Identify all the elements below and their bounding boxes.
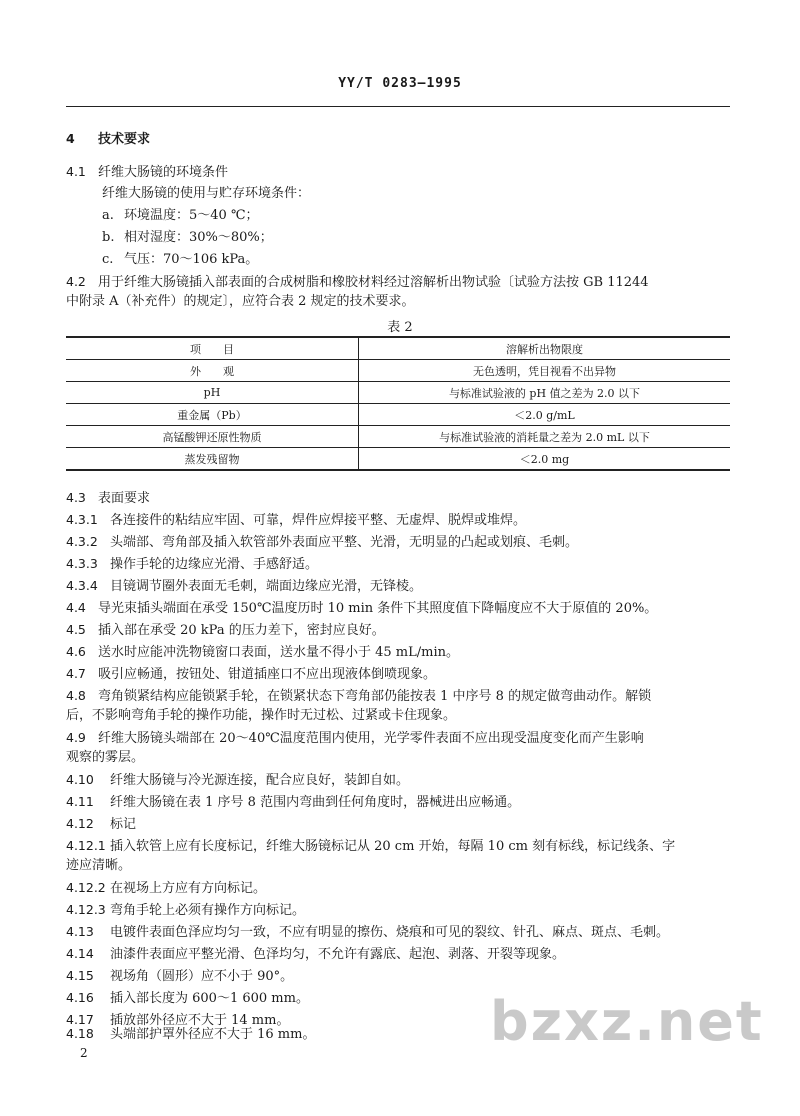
clause-4-3-1 bbox=[66, 512, 730, 529]
clause-4-1-intro: 纤维大肠镜的使用与贮存环境条件： bbox=[102, 186, 311, 201]
clause-4-8 bbox=[66, 688, 730, 705]
clause-number: 4.8 bbox=[66, 688, 86, 703]
clause-text: 弯角手轮上必须有操作方向标记。 bbox=[110, 903, 306, 918]
table-cell: 高锰酸钾还原性物质 bbox=[66, 426, 359, 448]
clause-4-3 bbox=[66, 490, 730, 507]
clause-text: 插放部外径应不大于 14 mm。 bbox=[110, 1013, 290, 1028]
watermark: bzxz.net bbox=[490, 990, 764, 1053]
clause-number: 4.12 bbox=[66, 816, 94, 831]
clause-4-12 bbox=[66, 816, 730, 833]
table-row bbox=[66, 426, 730, 448]
section-number: 4 bbox=[66, 131, 75, 146]
list-text: 相对湿度：30%～80%； bbox=[124, 230, 273, 245]
clause-number: 4.12.1 bbox=[66, 838, 106, 853]
table-header-row bbox=[66, 337, 730, 360]
clause-4-2 bbox=[66, 274, 730, 291]
table-cell: 与标准试验液的 pH 值之差为 2.0 以下 bbox=[359, 382, 731, 404]
clause-4-9-continued: 观察的雾层。 bbox=[66, 750, 145, 765]
header-rule bbox=[66, 106, 730, 107]
list-item bbox=[66, 230, 766, 246]
table-header-cell: 项 目 bbox=[66, 337, 359, 360]
clause-text: 纤维大肠镜头端部在 20～40℃温度范围内使用，光学零件表面不应出现受温度变化而产生影响 bbox=[98, 731, 644, 746]
table-header-cell: 溶解析出物限度 bbox=[359, 337, 731, 360]
clause-number: 4.12.2 bbox=[66, 880, 106, 895]
clause-number: 4.2 bbox=[66, 274, 86, 289]
table-cell: 蒸发残留物 bbox=[66, 448, 359, 471]
clause-number: 4.6 bbox=[66, 644, 86, 659]
clause-number: 4.3.2 bbox=[66, 534, 98, 549]
list-item bbox=[66, 208, 766, 224]
clause-number: 4.7 bbox=[66, 666, 86, 681]
clause-number: 4.1 bbox=[66, 164, 86, 179]
table-cell: pH bbox=[66, 382, 359, 404]
table-2 bbox=[66, 336, 730, 471]
clause-text: 各连接件的粘结应牢固、可靠，焊件应焊接平整、无虚焊、脱焊或堆焊。 bbox=[110, 513, 527, 528]
table-row bbox=[66, 360, 730, 382]
clause-text: 操作手轮的边缘应光滑、手感舒适。 bbox=[110, 557, 319, 572]
clause-number: 4.12.3 bbox=[66, 902, 106, 917]
clause-text: 电镀件表面色泽应均匀一致，不应有明显的擦伤、烧痕和可见的裂纹、针孔、麻点、斑点、毛刺。 bbox=[110, 925, 670, 940]
clause-text: 头端部护罩外径应不大于 16 mm。 bbox=[110, 1027, 316, 1042]
clause-4-1 bbox=[66, 164, 730, 181]
section-4-heading bbox=[66, 131, 730, 148]
table-cell: 无色透明，凭目视看不出异物 bbox=[359, 360, 731, 382]
clause-4-14 bbox=[66, 946, 730, 963]
list-item bbox=[66, 252, 766, 268]
clause-title: 标记 bbox=[110, 817, 137, 832]
clause-text: 弯角锁紧结构应能锁紧手轮，在锁紧状态下弯角部仍能按表 1 中序号 8 的规定做弯曲动作。解锁 bbox=[98, 689, 652, 704]
clause-text: 用于纤维大肠镜插入部表面的合成树脂和橡胶材料经过溶解析出物试验〔试验方法按 GB 11244 bbox=[98, 275, 649, 290]
table-cell: 重金属（Pb） bbox=[66, 404, 359, 426]
clause-text: 插入软管上应有长度标记，纤维大肠镜标记从 20 cm 开始，每隔 10 cm 刻有标线，标记线条、字 bbox=[110, 839, 676, 854]
clause-4-12-1 bbox=[66, 838, 730, 855]
clause-4-7 bbox=[66, 666, 730, 683]
clause-text: 油漆件表面应平整光滑、色泽均匀，不允许有露底、起泡、剥落、开裂等现象。 bbox=[110, 947, 566, 962]
clause-number: 4.3.4 bbox=[66, 578, 98, 593]
clause-number: 4.17 bbox=[66, 1012, 94, 1027]
clause-number: 4.4 bbox=[66, 600, 86, 615]
clause-number: 4.10 bbox=[66, 772, 94, 787]
table-cell: ＜2.0 mg bbox=[359, 448, 731, 471]
clause-4-11 bbox=[66, 794, 730, 811]
table-caption: 表 2 bbox=[387, 320, 413, 335]
clause-4-5 bbox=[66, 622, 730, 639]
table-cell: 与标准试验液的消耗量之差为 2.0 mL 以下 bbox=[359, 426, 731, 448]
clause-4-10 bbox=[66, 772, 730, 789]
clause-text: 纤维大肠镜在表 1 序号 8 范围内弯曲到任何角度时，器械进出应畅通。 bbox=[110, 795, 521, 810]
clause-text: 纤维大肠镜与冷光源连接，配合应良好，装卸自如。 bbox=[110, 773, 410, 788]
clause-number: 4.5 bbox=[66, 622, 86, 637]
clause-text: 送水时应能冲洗物镜窗口表面，送水量不得小于 45 mL/min。 bbox=[98, 645, 460, 660]
list-bullet: b. bbox=[102, 230, 115, 245]
clause-4-13 bbox=[66, 924, 730, 941]
clause-number: 4.11 bbox=[66, 794, 94, 809]
clause-text: 插入部长度为 600～1 600 mm。 bbox=[110, 991, 309, 1006]
clause-number: 4.15 bbox=[66, 968, 94, 983]
table-cell: 外 观 bbox=[66, 360, 359, 382]
clause-number: 4.9 bbox=[66, 730, 86, 745]
list-text: 气压：70～106 kPa。 bbox=[124, 252, 259, 267]
list-text: 环境温度：5～40 ℃； bbox=[124, 208, 259, 223]
clause-4-4 bbox=[66, 600, 730, 617]
clause-4-2-continued: 中附录 A（补充件）的规定〕，应符合表 2 规定的技术要求。 bbox=[66, 294, 415, 309]
section-title: 技术要求 bbox=[98, 132, 151, 147]
page-number: 2 bbox=[80, 1046, 88, 1060]
clause-number: 4.14 bbox=[66, 946, 94, 961]
clause-number: 4.18 bbox=[66, 1026, 94, 1041]
table-row bbox=[66, 382, 730, 404]
clause-4-3-2 bbox=[66, 534, 730, 551]
clause-text: 视场角（圆形）应不小于 90°。 bbox=[110, 969, 294, 984]
table-row bbox=[66, 448, 730, 471]
list-bullet: c. bbox=[102, 252, 114, 267]
clause-number: 4.3 bbox=[66, 490, 86, 505]
clause-title: 表面要求 bbox=[98, 491, 151, 506]
clause-text: 吸引应畅通，按钮处、钳道插座口不应出现液体倒喷现象。 bbox=[98, 667, 437, 682]
clause-text: 目镜调节圈外表面无毛刺，端面边缘应光滑，无锋棱。 bbox=[110, 579, 423, 594]
clause-4-8-continued: 后，不影响弯角手轮的操作功能，操作时无过松、过紧或卡住现象。 bbox=[66, 708, 457, 723]
clause-text: 插入部在承受 20 kPa 的压力差下，密封应良好。 bbox=[98, 623, 385, 638]
list-bullet: a. bbox=[102, 208, 114, 223]
clause-4-12-3 bbox=[66, 902, 730, 919]
clause-number: 4.16 bbox=[66, 990, 94, 1005]
clause-number: 4.13 bbox=[66, 924, 94, 939]
clause-4-12-1-continued: 迹应清晰。 bbox=[66, 858, 132, 873]
clause-4-12-2 bbox=[66, 880, 730, 897]
clause-text: 在视场上方应有方向标记。 bbox=[110, 881, 267, 896]
clause-title: 纤维大肠镜的环境条件 bbox=[98, 165, 229, 180]
clause-text: 导光束插头端面在承受 150℃温度历时 10 min 条件下其照度值下降幅度应不大于原值的 20%。 bbox=[98, 601, 658, 616]
clause-text: 头端部、弯角部及插入软管部外表面应平整、光滑，无明显的凸起或划痕、毛刺。 bbox=[110, 535, 579, 550]
clause-number: 4.3.3 bbox=[66, 556, 98, 571]
table-cell: ＜2.0 g/mL bbox=[359, 404, 731, 426]
clause-4-3-4 bbox=[66, 578, 730, 595]
clause-4-9 bbox=[66, 730, 730, 747]
table-row bbox=[66, 404, 730, 426]
clause-4-6 bbox=[66, 644, 730, 661]
clause-4-3-3 bbox=[66, 556, 730, 573]
clause-number: 4.3.1 bbox=[66, 512, 98, 527]
standard-code-header: YY/T 0283—1995 bbox=[338, 76, 462, 91]
clause-4-15 bbox=[66, 968, 730, 985]
